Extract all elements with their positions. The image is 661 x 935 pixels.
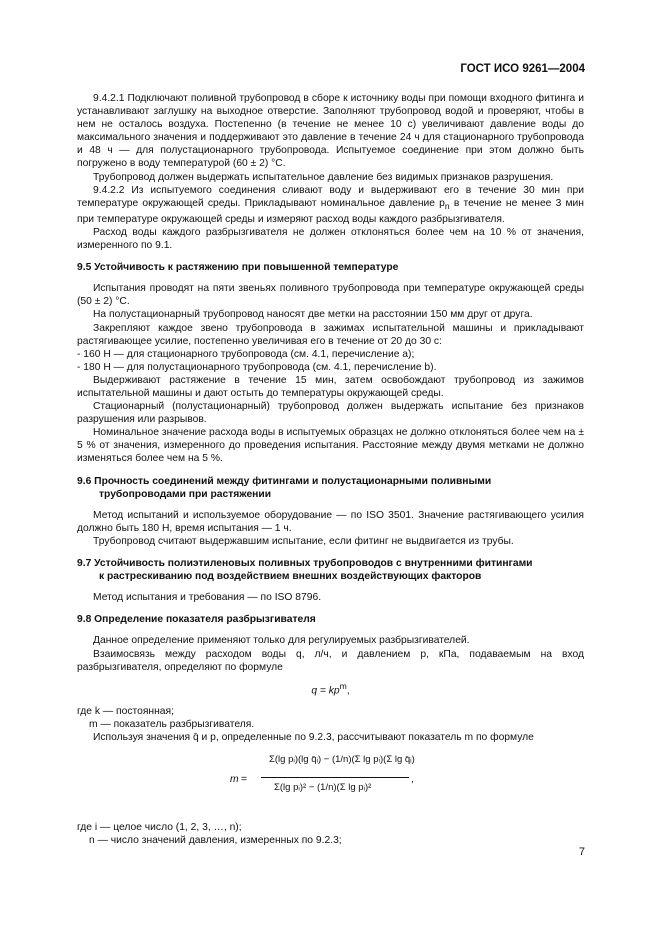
list-item-180n: - 180 Н — для полустационарного трубопровода (см. 4.1, перечисление b). bbox=[77, 361, 437, 373]
heading-9-7-line2: к растрескиванию под воздействием внешних воздействующих факторов bbox=[99, 571, 482, 583]
formula-m bbox=[77, 751, 584, 813]
list-item-160n: - 160 Н — для стационарного трубопровода (см. 4.1, перечисление а); bbox=[77, 348, 415, 360]
formula1-exponent: m bbox=[339, 680, 347, 691]
heading-9-5: 9.5 Устойчивость к растяжению при повышенной температуре bbox=[77, 262, 399, 274]
formula1-text: q = kp bbox=[311, 685, 340, 697]
paragraph-9-4-2-2-b: Расход воды каждого разбрызгивателя не должен отклоняться более чем на 10 % от значения, измеренного по 9.1. bbox=[77, 226, 584, 252]
document-header-id: ГОСТ ИСО 9261—2004 bbox=[460, 63, 585, 75]
formula-q-kpm bbox=[77, 680, 584, 698]
p9422-tail: в течение не менее 3 мин при температуре окружающей среды и измеряют расход воды каждого разбрызгивателя. bbox=[77, 197, 584, 225]
paragraph-9-4-2-1: 9.4.2.1 Подключают поливной трубопровод в сборе к источнику воды при помощи входного фитинга и устанавливают заглушку на выходное отверстие. Заполняют трубопровод водой и проверяют, чтобы в нем не осталось воздуха. Постепенно (в течение не менее 10 с) увеличивают давление воды до максимального значения и поддерживают это давление в течение 24 ч для стационарного трубопровода и 48 ч — для полустационарного трубопровода. Испытуемое соединение при этом должно быть погружено в воду температурой (60 ± 2) °С. bbox=[77, 93, 584, 170]
definition-i: где i — целое число (1, 2, 3, …, n); bbox=[77, 821, 242, 833]
paragraph-9-7: Метод испытания и требования — по ISO 8796. bbox=[93, 592, 322, 604]
definition-k: где k — постоянная; bbox=[77, 706, 174, 718]
heading-9-6-line1: 9.6 Прочность соединений между фитингами и полустационарными поливными bbox=[77, 475, 492, 487]
paragraph-9-5-c: Закрепляют каждое звено трубопровода в зажимах испытательной машины и прикладывают растягивающее усилие, постепенно увеличивая его в течение от 20 до 30 с: bbox=[77, 322, 584, 347]
formula2-comma: , bbox=[411, 773, 414, 785]
paragraph-9-8-a: Данное определение применяют только для регулируемых разбрызгивателей. bbox=[93, 635, 470, 647]
paragraph-9-8-c: Используя значения q̄ и p, определенные по 9.2.3, рассчитывают показатель m по формуле bbox=[93, 732, 534, 744]
page-number: 7 bbox=[578, 846, 585, 858]
formula2-numerator: Σ(lg pᵢ)(lg q̄ᵢ) − (1/n)(Σ lg pᵢ)(Σ lg q̄ᵢ) bbox=[269, 753, 415, 765]
paragraph-9-4-2-1-b: Трубопровод должен выдержать испытательное давление без видимых признаков разрушения. bbox=[93, 171, 554, 183]
formula2-denominator: Σ(lg pᵢ)² − (1/n)(Σ lg pᵢ)² bbox=[274, 781, 372, 793]
heading-9-7-line1: 9.7 Устойчивость полиэтиленовых поливных трубопроводов с внутренними фитингами bbox=[77, 558, 533, 570]
paragraph-9-5-f: Номинальное значение расхода воды в испытуемых образцах не должно отклоняться более чем на ± 5 % от значения, измеренного до проведения испытания. Расстояние между двумя метками не должно изменяться более чем на 5 %. bbox=[77, 427, 584, 465]
formula2-equals: = bbox=[241, 773, 248, 785]
paragraph-9-8-b: Взаимосвязь между расходом воды q, л/ч, и давлением p, кПа, подаваемым на вход разбрызгивателя, определяют по формуле bbox=[77, 648, 584, 673]
paragraph-9-5-b: На полустационарный трубопровод наносят две метки на расстоянии 150 мм друг от друга. bbox=[93, 309, 533, 321]
paragraph-9-5-e: Стационарный (полустационарный) трубопровод должен выдержать испытание без признаков разрушения или разрывов. bbox=[77, 401, 584, 426]
paragraph-9-4-2-2 bbox=[77, 184, 584, 226]
p9422-text: 9.4.2.2 Из испытуемого соединения сливают воду и выдерживают его в течение 30 мин при температуре окружающей среды. Прикладывают номинальное давление p bbox=[77, 184, 584, 209]
paragraph-9-5-d: Выдерживают растяжение в течение 15 мин, затем освобождают трубопровод из зажимов испытательной машины и дают остыть до температуры окружающей среды. bbox=[77, 374, 584, 400]
paragraph-9-6-a: Метод испытаний и используемое оборудование — по ISO 3501. Значение растягивающего усилия должно быть 180 Н, время испытания — 1 ч. bbox=[77, 509, 584, 534]
definition-m: m — показатель разбрызгивателя. bbox=[89, 719, 255, 731]
formula1-comma: , bbox=[346, 685, 350, 697]
formula2-lhs: m bbox=[230, 773, 239, 785]
formula2-fraction-bar bbox=[261, 777, 409, 778]
definition-n: n — число значений давления, измеренных по 9.2.3; bbox=[89, 834, 342, 846]
document-body bbox=[77, 92, 584, 847]
paragraph-9-5-a: Испытания проводят на пяти звеньях поливного трубопровода при температуре окружающей среды (50 ± 2) °С. bbox=[77, 283, 584, 308]
heading-9-6-line2: трубопроводами при растяжении bbox=[99, 488, 272, 500]
p9422-subscript: n bbox=[444, 200, 450, 211]
paragraph-9-6-b: Трубопровод считают выдержавшим испытание, если фитинг не выдвигается из трубы. bbox=[93, 535, 514, 547]
heading-9-8: 9.8 Определение показателя разбрызгивателя bbox=[77, 614, 316, 626]
